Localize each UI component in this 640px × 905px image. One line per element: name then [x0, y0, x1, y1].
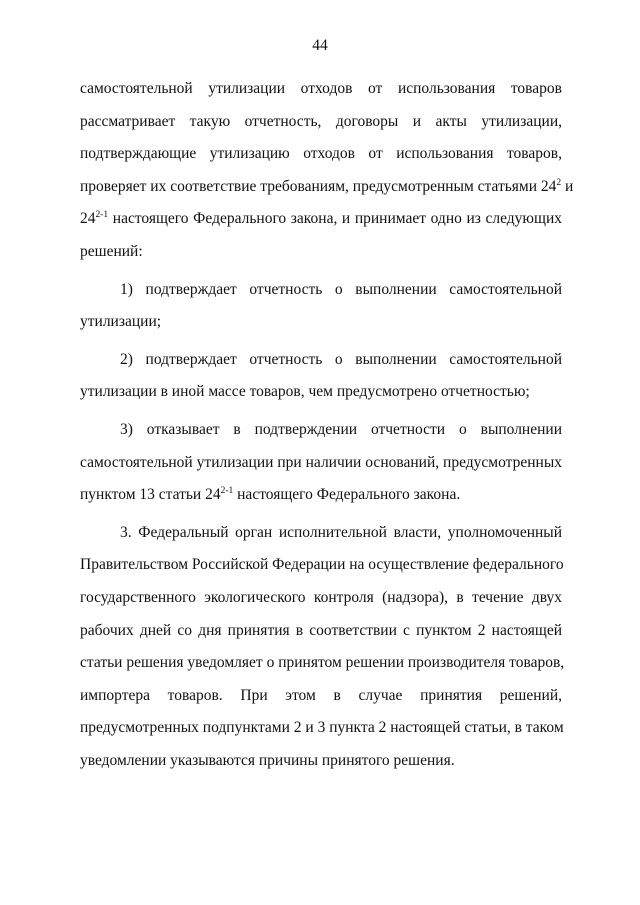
paragraph-line: уведомлении указываются причины принятого решения. — [80, 751, 455, 769]
text-line: решений: — [80, 242, 143, 260]
paragraph-line: импортера товаров. При этом в случае принятия решений, — [80, 686, 562, 704]
paragraph-line: Правительством Российской Федерации на осуществление федерального — [80, 556, 564, 574]
list-item-line: самостоятельной утилизации при наличии оснований, предусмотренных — [80, 453, 562, 471]
list-item-line: утилизации в иной массе товаров, чем предусмотрено отчетностью; — [80, 383, 530, 401]
text-line — [80, 203, 562, 236]
text-fragment: пунктом 13 статьи 24 — [80, 486, 221, 504]
paragraph-line: государственного экологического контроля (надзора), в течение двух — [80, 588, 562, 606]
superscript: 2-1 — [220, 486, 234, 497]
document-body — [80, 73, 574, 777]
page-number: 44 — [312, 37, 328, 54]
text-line — [80, 171, 574, 204]
paragraph-line: рабочих дней со дня принятия в соответствии с пунктом 2 настоящей — [80, 621, 562, 639]
superscript: 2 — [556, 177, 562, 188]
text-fragment: и — [561, 177, 574, 195]
text-fragment: проверяет их соответствие требованиям, предусмотренным статьями 24 — [80, 177, 557, 195]
text-fragment: 24 — [80, 210, 96, 228]
list-item-line — [80, 479, 562, 512]
text-line: самостоятельной утилизации отходов от использования товаров — [80, 80, 562, 97]
list-item-line: 2) подтверждает отчетность о выполнении самостоятельной — [120, 350, 562, 368]
paragraph-line: 3. Федеральный орган исполнительной власти, уполномоченный — [120, 523, 562, 541]
list-item-line: 3) отказывает в подтверждении отчетности о выполнении — [120, 420, 562, 438]
text-line: рассматривает такую отчетность, договоры и акты утилизации, — [80, 112, 562, 130]
text-fragment: настоящего Федерального закона. — [233, 486, 461, 504]
paragraph-line: предусмотренных подпунктами 2 и 3 пункта 2 настоящей статьи, в таком — [80, 719, 564, 737]
text-fragment: настоящего Федерального закона, и принимает одно из следующих — [108, 210, 562, 228]
list-item-line: утилизации; — [80, 313, 162, 331]
list-item-line: 1) подтверждает отчетность о выполнении самостоятельной — [120, 280, 562, 298]
paragraph-line: статьи решения уведомляет о принятом решении производителя товаров, — [80, 654, 565, 672]
text-line: подтверждающие утилизацию отходов от использования товаров, — [80, 145, 562, 163]
superscript: 2-1 — [95, 210, 109, 221]
